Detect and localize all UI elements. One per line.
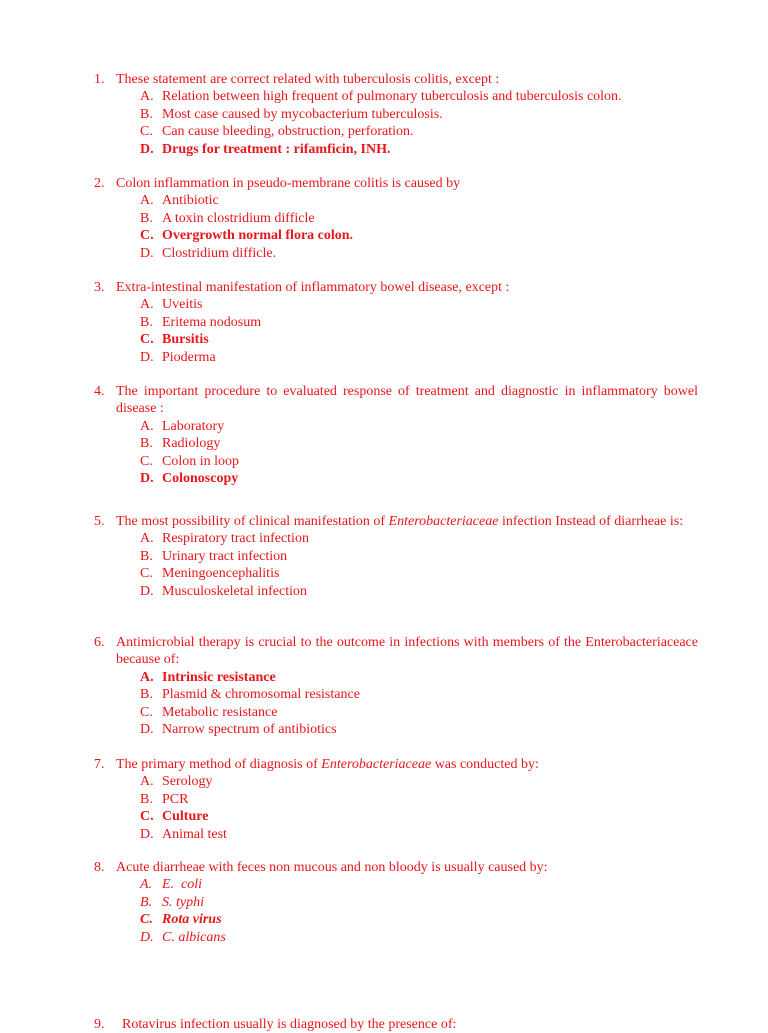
option-letter: D. bbox=[140, 471, 154, 487]
option-a bbox=[94, 876, 698, 893]
option-b bbox=[94, 686, 698, 703]
option-text: S. typhi bbox=[162, 894, 204, 910]
option-letter: B. bbox=[140, 548, 153, 564]
question-number: 1. bbox=[94, 72, 105, 87]
organism-name-italic: Enterobacteriaceae bbox=[321, 757, 432, 772]
option-letter: A. bbox=[140, 877, 153, 893]
question-text: The important procedure to evaluated response of treatment and diagnostic in inflammatory bowel disease : bbox=[116, 384, 698, 417]
option-text: Metabolic resistance bbox=[162, 704, 278, 720]
option-c-correct bbox=[94, 911, 698, 928]
question-text-part: The most possibility of clinical manifestation of bbox=[116, 514, 389, 529]
option-d bbox=[94, 721, 698, 738]
option-letter: D. bbox=[140, 245, 154, 261]
option-letter: C. bbox=[140, 566, 153, 582]
option-b bbox=[94, 548, 698, 565]
option-c-correct bbox=[94, 331, 698, 348]
option-text: Animal test bbox=[162, 826, 227, 842]
option-d-correct bbox=[94, 470, 698, 487]
option-letter: A. bbox=[140, 418, 154, 434]
option-text: C. albicans bbox=[162, 929, 226, 945]
option-text: Respiratory tract infection bbox=[162, 531, 309, 547]
option-text: Pioderma bbox=[162, 349, 216, 365]
option-a bbox=[94, 418, 698, 435]
option-c-correct bbox=[94, 808, 698, 825]
option-letter: D. bbox=[140, 583, 154, 599]
option-text: Laboratory bbox=[162, 418, 225, 434]
options-list bbox=[94, 192, 698, 262]
option-letter: C. bbox=[140, 912, 153, 928]
option-text: Narrow spectrum of antibiotics bbox=[162, 722, 337, 738]
option-text: E. coli bbox=[162, 877, 203, 893]
question-6 bbox=[94, 634, 698, 738]
question-text: Antimicrobial therapy is crucial to the outcome in infections with members of the Enterobacteriaceace because of: bbox=[116, 635, 698, 668]
option-text: Bursitis bbox=[162, 332, 209, 348]
option-letter: B. bbox=[140, 687, 153, 703]
question-number: 4. bbox=[94, 384, 105, 399]
option-text: A toxin clostridium difficle bbox=[162, 210, 315, 226]
option-text: Urinary tract infection bbox=[162, 548, 288, 564]
question-stem bbox=[94, 859, 698, 876]
option-a bbox=[94, 530, 698, 547]
option-d bbox=[94, 826, 698, 843]
option-letter: D. bbox=[140, 141, 154, 157]
option-text: Eritema nodosum bbox=[162, 314, 262, 330]
option-letter: C. bbox=[140, 124, 153, 140]
option-b bbox=[94, 894, 698, 911]
question-number: 7. bbox=[94, 757, 105, 772]
question-stem bbox=[94, 513, 698, 530]
options-list bbox=[94, 418, 698, 488]
question-text bbox=[116, 756, 698, 773]
options-list bbox=[94, 773, 698, 843]
option-b bbox=[94, 791, 698, 808]
question-text-part: The primary method of diagnosis of bbox=[116, 757, 322, 772]
options-list bbox=[94, 669, 698, 739]
option-text: Antibiotic bbox=[162, 193, 219, 209]
option-text: Radiology bbox=[162, 436, 221, 452]
question-text bbox=[116, 513, 698, 530]
option-a bbox=[94, 296, 698, 313]
option-letter: D. bbox=[140, 349, 154, 365]
option-b bbox=[94, 106, 698, 123]
option-d bbox=[94, 929, 698, 946]
option-b bbox=[94, 435, 698, 452]
question-text: Rotavirus infection usually is diagnosed by the presence of: bbox=[122, 1017, 457, 1032]
organism-name-italic: Enterobacteriaceae bbox=[388, 514, 499, 529]
option-letter: A. bbox=[140, 297, 154, 313]
question-1 bbox=[94, 71, 698, 158]
question-2 bbox=[94, 175, 698, 262]
option-a-correct bbox=[94, 669, 698, 686]
option-letter: A. bbox=[140, 89, 154, 105]
option-text: Rota virus bbox=[162, 912, 222, 928]
question-number: 6. bbox=[94, 635, 105, 650]
option-letter: A. bbox=[140, 193, 154, 209]
option-text: Relation between high frequent of pulmonary tuberculosis and tuberculosis colon. bbox=[162, 89, 622, 105]
option-text: PCR bbox=[162, 791, 189, 807]
options-list bbox=[94, 876, 698, 946]
question-text: These statement are correct related with tuberculosis colitis, except : bbox=[116, 72, 500, 87]
option-a bbox=[94, 773, 698, 790]
option-a bbox=[94, 88, 698, 105]
options-list bbox=[94, 296, 698, 366]
option-a bbox=[94, 192, 698, 209]
question-5 bbox=[94, 513, 698, 600]
option-text: Most case caused by mycobacterium tuberculosis. bbox=[162, 106, 443, 122]
question-text-part: infection Instead of diarrheae is: bbox=[498, 514, 684, 529]
question-number: 9. bbox=[94, 1017, 105, 1032]
option-text: Overgrowth normal flora colon. bbox=[162, 228, 354, 244]
option-letter: B. bbox=[140, 791, 153, 807]
question-stem bbox=[94, 383, 698, 418]
option-c-correct bbox=[94, 227, 698, 244]
options-list bbox=[94, 88, 698, 158]
option-letter: D. bbox=[140, 929, 154, 945]
option-text: Plasmid & chromosomal resistance bbox=[162, 687, 360, 703]
question-number: 3. bbox=[94, 280, 105, 295]
question-7 bbox=[94, 756, 698, 843]
question-3 bbox=[94, 279, 698, 366]
option-b bbox=[94, 210, 698, 227]
option-letter: B. bbox=[140, 314, 153, 330]
question-number: 8. bbox=[94, 860, 105, 875]
option-letter: B. bbox=[140, 436, 153, 452]
option-text: Colonoscopy bbox=[162, 471, 239, 487]
option-text: Uveitis bbox=[162, 297, 203, 313]
question-number: 5. bbox=[94, 514, 105, 529]
option-letter: C. bbox=[140, 228, 154, 244]
question-stem bbox=[94, 756, 698, 773]
options-list bbox=[94, 530, 698, 600]
option-text: Clostridium difficle. bbox=[162, 245, 277, 261]
option-letter: C. bbox=[140, 704, 153, 720]
option-letter: A. bbox=[140, 774, 154, 790]
option-letter: A. bbox=[140, 669, 154, 685]
option-letter: B. bbox=[140, 106, 153, 122]
question-stem bbox=[94, 634, 698, 669]
option-text: Can cause bleeding, obstruction, perforation. bbox=[162, 124, 414, 140]
option-letter: A. bbox=[140, 531, 154, 547]
question-stem bbox=[94, 71, 698, 88]
option-text: Intrinsic resistance bbox=[162, 669, 276, 685]
option-letter: D. bbox=[140, 826, 154, 842]
option-letter: C. bbox=[140, 453, 153, 469]
option-d-correct bbox=[94, 141, 698, 158]
option-d bbox=[94, 245, 698, 262]
option-c bbox=[94, 704, 698, 721]
option-b bbox=[94, 314, 698, 331]
question-text-part: was conducted by: bbox=[431, 757, 539, 772]
option-text: Meningoencephalitis bbox=[162, 566, 280, 582]
option-letter: C. bbox=[140, 332, 154, 348]
question-8 bbox=[94, 859, 698, 946]
option-letter: B. bbox=[140, 894, 153, 910]
question-stem bbox=[94, 175, 698, 192]
option-c bbox=[94, 453, 698, 470]
option-d bbox=[94, 349, 698, 366]
question-text: Acute diarrheae with feces non mucous and non bloody is usually caused by: bbox=[116, 860, 548, 875]
option-letter: B. bbox=[140, 210, 153, 226]
question-text: Extra-intestinal manifestation of inflammatory bowel disease, except : bbox=[116, 280, 510, 295]
question-4 bbox=[94, 383, 698, 487]
option-text: Culture bbox=[162, 809, 209, 825]
option-d bbox=[94, 583, 698, 600]
option-text: Drugs for treatment : rifamficin, INH. bbox=[162, 141, 391, 157]
option-c bbox=[94, 123, 698, 140]
question-number: 2. bbox=[94, 176, 105, 191]
question-9 bbox=[94, 1016, 456, 1033]
question-stem bbox=[94, 279, 698, 296]
question-text: Colon inflammation in pseudo-membrane colitis is caused by bbox=[116, 176, 461, 191]
option-letter: C. bbox=[140, 809, 154, 825]
option-letter: D. bbox=[140, 722, 154, 738]
option-text: Musculoskeletal infection bbox=[162, 583, 308, 599]
option-text: Colon in loop bbox=[162, 453, 240, 469]
option-text: Serology bbox=[162, 774, 213, 790]
option-c bbox=[94, 565, 698, 582]
